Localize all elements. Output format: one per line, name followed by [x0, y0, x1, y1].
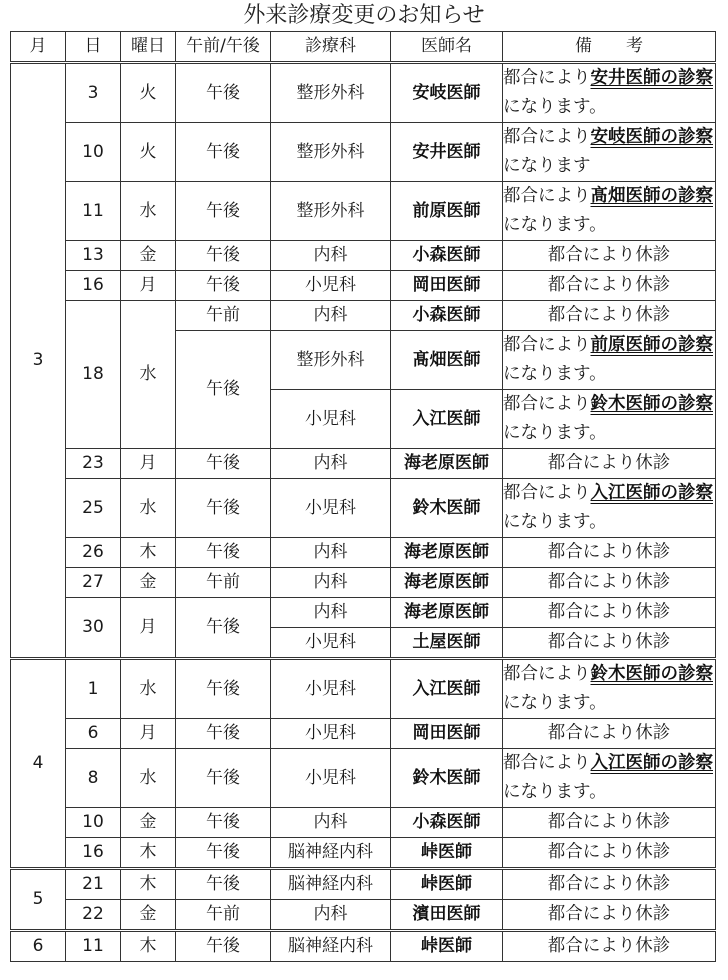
session-cell: 午後: [176, 598, 271, 659]
session-cell: 午後: [176, 123, 271, 182]
doctor-cell: 海老原医師: [391, 598, 503, 628]
doctor-cell: 峠医師: [391, 838, 503, 869]
month-cell: 6: [11, 931, 66, 962]
table-row: [11, 659, 716, 719]
remarks-cell: 都合により休診: [503, 538, 716, 568]
table-row: [11, 538, 716, 568]
remarks-cell: 都合により休診: [503, 808, 716, 838]
table-row: [11, 449, 716, 479]
remarks-cell: 都合により休診: [503, 869, 716, 900]
day-cell: 11: [66, 931, 121, 962]
day-cell: 3: [66, 63, 121, 123]
department-cell: 内科: [271, 301, 391, 331]
remarks-suffix: になります。: [503, 215, 607, 235]
remarks-prefix: 都合により: [503, 664, 591, 684]
department-cell: 脳神経内科: [271, 931, 391, 962]
department-cell: 小児科: [271, 719, 391, 749]
header-day: 日: [66, 32, 121, 63]
remarks-emphasis: 入江医師の診察: [590, 753, 713, 773]
weekday-cell: 金: [121, 808, 176, 838]
department-cell: 内科: [271, 900, 391, 931]
day-cell: 10: [66, 808, 121, 838]
session-cell: 午後: [176, 749, 271, 808]
remarks-emphasis: 髙畑医師の診察: [590, 186, 713, 206]
remarks-cell: 都合により休診: [503, 241, 716, 271]
weekday-cell: 月: [121, 271, 176, 301]
doctor-cell: 安岐医師: [391, 63, 503, 123]
session-cell: 午後: [176, 538, 271, 568]
doctor-cell: 峠医師: [391, 931, 503, 962]
remarks-cell: 都合により休診: [503, 449, 716, 479]
session-cell: 午後: [176, 838, 271, 869]
department-cell: 脳神経内科: [271, 838, 391, 869]
session-cell: 午後: [176, 271, 271, 301]
remarks-emphasis: 鈴木医師の診察: [590, 664, 713, 684]
remarks-cell: 都合により休診: [503, 628, 716, 659]
remarks-prefix: 都合により: [503, 68, 591, 88]
day-cell: 21: [66, 869, 121, 900]
department-cell: 内科: [271, 241, 391, 271]
session-cell: 午後: [176, 808, 271, 838]
weekday-cell: 水: [121, 749, 176, 808]
table-row: [11, 63, 716, 123]
weekday-cell: 金: [121, 568, 176, 598]
session-cell: 午後: [176, 182, 271, 241]
doctor-cell: 入江医師: [391, 659, 503, 719]
session-cell: 午後: [176, 931, 271, 962]
day-cell: 6: [66, 719, 121, 749]
header-weekday: 曜日: [121, 32, 176, 63]
weekday-cell: 水: [121, 659, 176, 719]
table-row: [11, 568, 716, 598]
doctor-cell: 濱田医師: [391, 900, 503, 931]
doctor-cell: 小森医師: [391, 808, 503, 838]
department-cell: 整形外科: [271, 123, 391, 182]
remarks-prefix: 都合により: [503, 394, 591, 414]
department-cell: 整形外科: [271, 182, 391, 241]
department-cell: 整形外科: [271, 63, 391, 123]
remarks-emphasis: 前原医師の診察: [590, 335, 713, 355]
weekday-cell: 金: [121, 241, 176, 271]
day-cell: 13: [66, 241, 121, 271]
remarks-emphasis: 安岐医師の診察: [590, 127, 713, 147]
month-cell: 3: [11, 63, 66, 659]
weekday-cell: 木: [121, 931, 176, 962]
doctor-cell: 小森医師: [391, 241, 503, 271]
doctor-cell: 岡田医師: [391, 719, 503, 749]
remarks-suffix: になります。: [503, 364, 607, 384]
department-cell: 内科: [271, 449, 391, 479]
day-cell: 10: [66, 123, 121, 182]
weekday-cell: 木: [121, 538, 176, 568]
doctor-cell: 髙畑医師: [391, 331, 503, 390]
weekday-cell: 月: [121, 449, 176, 479]
doctor-cell: 土屋医師: [391, 628, 503, 659]
table-row: [11, 931, 716, 962]
remarks-cell: 都合により休診: [503, 838, 716, 869]
session-cell: 午後: [176, 659, 271, 719]
remarks-cell: [503, 479, 716, 538]
remarks-emphasis: 安井医師の診察: [590, 68, 713, 88]
session-cell: 午後: [176, 241, 271, 271]
doctor-cell: 安井医師: [391, 123, 503, 182]
remarks-cell: 都合により休診: [503, 598, 716, 628]
day-cell: 8: [66, 749, 121, 808]
doctor-cell: 入江医師: [391, 390, 503, 449]
department-cell: 内科: [271, 808, 391, 838]
remarks-cell: [503, 63, 716, 123]
department-cell: 小児科: [271, 628, 391, 659]
remarks-cell: [503, 659, 716, 719]
table-row: [11, 719, 716, 749]
weekday-cell: 火: [121, 123, 176, 182]
remarks-suffix: になります。: [503, 512, 607, 532]
doctor-cell: 海老原医師: [391, 449, 503, 479]
department-cell: 内科: [271, 568, 391, 598]
weekday-cell: 水: [121, 182, 176, 241]
page-title: 外来診療変更のお知らせ: [243, 3, 485, 28]
remarks-cell: 都合により休診: [503, 900, 716, 931]
header-remarks: 備 考: [503, 32, 716, 63]
table-row: [11, 808, 716, 838]
department-cell: 内科: [271, 538, 391, 568]
department-cell: 脳神経内科: [271, 869, 391, 900]
remarks-cell: [503, 331, 716, 390]
weekday-cell: 水: [121, 479, 176, 538]
session-cell: 午後: [176, 449, 271, 479]
remarks-cell: 都合により休診: [503, 719, 716, 749]
table-row: [11, 900, 716, 931]
doctor-cell: 鈴木医師: [391, 749, 503, 808]
table-row: [11, 241, 716, 271]
schedule-table: [10, 31, 716, 962]
doctor-cell: 峠医師: [391, 869, 503, 900]
doctor-cell: 海老原医師: [391, 568, 503, 598]
remarks-prefix: 都合により: [503, 127, 591, 147]
remarks-suffix: になります: [503, 156, 591, 176]
department-cell: 小児科: [271, 659, 391, 719]
header-session: 午前/午後: [176, 32, 271, 63]
day-cell: 25: [66, 479, 121, 538]
day-cell: 23: [66, 449, 121, 479]
day-cell: 18: [66, 301, 121, 449]
remarks-cell: [503, 390, 716, 449]
weekday-cell: 火: [121, 63, 176, 123]
day-cell: 22: [66, 900, 121, 931]
session-cell: 午前: [176, 900, 271, 931]
remarks-prefix: 都合により: [503, 753, 591, 773]
header-row: [11, 32, 716, 63]
weekday-cell: 月: [121, 598, 176, 659]
remarks-cell: [503, 749, 716, 808]
department-cell: 内科: [271, 598, 391, 628]
remarks-cell: [503, 123, 716, 182]
doctor-cell: 岡田医師: [391, 271, 503, 301]
weekday-cell: 木: [121, 838, 176, 869]
session-cell: 午後: [176, 63, 271, 123]
doctor-cell: 前原医師: [391, 182, 503, 241]
day-cell: 1: [66, 659, 121, 719]
department-cell: 小児科: [271, 390, 391, 449]
table-row: [11, 749, 716, 808]
weekday-cell: 水: [121, 301, 176, 449]
remarks-suffix: になります。: [503, 782, 607, 802]
day-cell: 30: [66, 598, 121, 659]
remarks-prefix: 都合により: [503, 186, 591, 206]
session-cell: 午前: [176, 301, 271, 331]
session-cell: 午後: [176, 869, 271, 900]
day-cell: 16: [66, 838, 121, 869]
table-row: [11, 869, 716, 900]
weekday-cell: 月: [121, 719, 176, 749]
session-cell: 午前: [176, 568, 271, 598]
remarks-cell: 都合により休診: [503, 931, 716, 962]
table-row: [11, 838, 716, 869]
day-cell: 26: [66, 538, 121, 568]
department-cell: 小児科: [271, 479, 391, 538]
remarks-cell: [503, 182, 716, 241]
department-cell: 小児科: [271, 749, 391, 808]
table-row: [11, 271, 716, 301]
month-cell: 4: [11, 659, 66, 869]
table-row: [11, 598, 716, 628]
weekday-cell: 木: [121, 869, 176, 900]
header-doctor: 医師名: [391, 32, 503, 63]
department-cell: 小児科: [271, 271, 391, 301]
table-row: [11, 479, 716, 538]
remarks-cell: 都合により休診: [503, 568, 716, 598]
header-department: 診療科: [271, 32, 391, 63]
doctor-cell: 海老原医師: [391, 538, 503, 568]
day-cell: 27: [66, 568, 121, 598]
department-cell: 整形外科: [271, 331, 391, 390]
remarks-emphasis: 入江医師の診察: [590, 483, 713, 503]
day-cell: 11: [66, 182, 121, 241]
session-cell: 午後: [176, 719, 271, 749]
doctor-cell: 小森医師: [391, 301, 503, 331]
weekday-cell: 金: [121, 900, 176, 931]
doctor-cell: 鈴木医師: [391, 479, 503, 538]
remarks-prefix: 都合により: [503, 335, 591, 355]
remarks-cell: 都合により休診: [503, 301, 716, 331]
remarks-emphasis: 鈴木医師の診察: [590, 394, 713, 414]
schedule-body: [11, 63, 716, 962]
month-cell: 5: [11, 869, 66, 931]
table-row: [11, 123, 716, 182]
session-cell: 午後: [176, 331, 271, 449]
remarks-prefix: 都合により: [503, 483, 591, 503]
remarks-suffix: になります。: [503, 423, 607, 443]
header-month: 月: [11, 32, 66, 63]
table-row: [11, 301, 716, 331]
remarks-suffix: になります。: [503, 97, 607, 117]
remarks-suffix: になります。: [503, 693, 607, 713]
day-cell: 16: [66, 271, 121, 301]
table-row: [11, 182, 716, 241]
session-cell: 午後: [176, 479, 271, 538]
remarks-cell: 都合により休診: [503, 271, 716, 301]
